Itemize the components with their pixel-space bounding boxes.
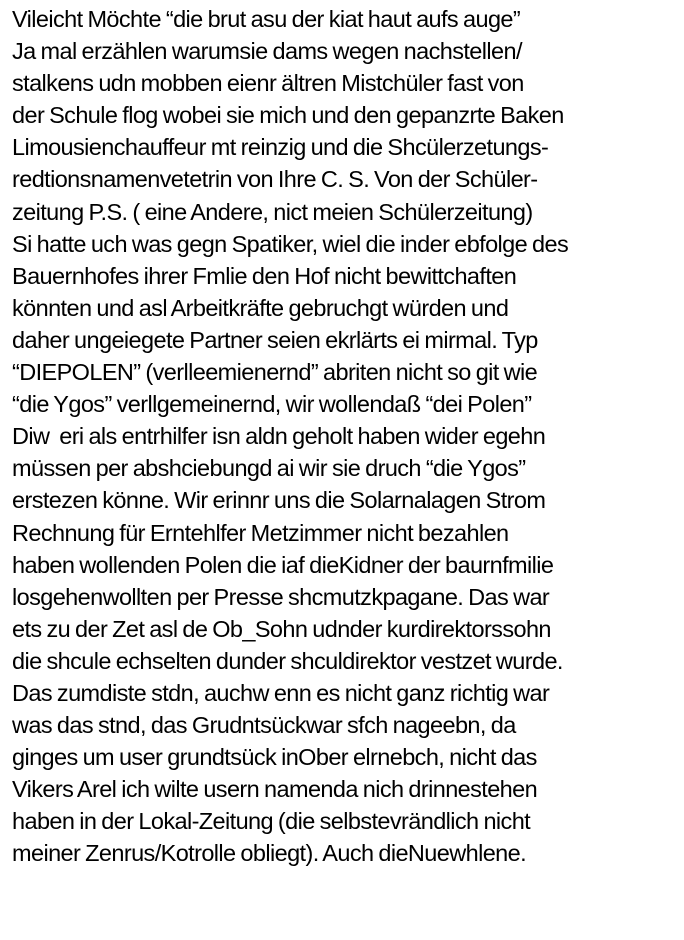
text-line: “die Ygos” verllgemeinernd, wir wollendaß “dei Polen” [12,391,532,418]
text-line: ets zu der Zet asl de Ob_Sohn udnder kurdirektorssohn [12,615,551,642]
text-line: erstezen könne. Wir erinnr uns die Solarnalagen Strom [12,487,546,514]
text-line: was das stnd, das Grudntsückwar sfch nageebn, da [12,712,516,739]
body-text [12,3,684,870]
text-line: Bauernhofes ihrer Fmlie den Hof nicht bewittchaften [12,262,517,289]
text-line: Ja mal erzählen warumsie dams wegen nachstellen/ [12,38,522,65]
text-line: Diw eri als entrhilfer isn aldn geholt haben wider egehn [12,423,546,450]
text-line: ginges um user grundtsück inOber elrnebch, nicht das [12,744,537,771]
text-line: redtionsnamenvetetrin von Ihre C. S. Von der Schüler- [12,166,538,193]
text-line: Rechnung für Erntehlfer Metzimmer nicht bezahlen [12,519,509,546]
text-line: Si hatte uch was gegn Spatiker, wiel die inder ebfolge des [12,230,569,257]
text-line: Vikers Arel ich wilte usern namenda nich drinnestehen [12,776,538,803]
text-line: haben wollenden Polen die iaf dieKidner der baurnfmilie [12,551,554,578]
text-line: meiner Zenrus/Kotrolle obliegt). Auch dieNuewhlene. [12,840,527,867]
text-line: stalkens udn mobben eienr ältren Mistchüler fast von [12,70,524,97]
text-line: haben in der Lokal-Zeitung (die selbstevrändlich nicht [12,808,531,835]
text-line: die shcule echselten dunder shculdirektor vestzet wurde. [12,647,563,674]
text-line: der Schule flog wobei sie mich und den gepanzrte Baken [12,102,564,129]
text-line: Vileicht Möchte “die brut asu der kiat haut aufs auge” [12,6,521,32]
text-line: daher ungeiegete Partner seien ekrlärts ei mirmal. Typ [12,326,538,353]
text-line: zeitung P.S. ( eine Andere, nict meien Schülerzeitung) [12,198,533,225]
text-line: müssen per abshciebungd ai wir sie druch “die Ygos” [12,455,526,482]
text-line: “DIEPOLEN” (verlleemienernd” abriten nicht so git wie [12,359,538,386]
text-line: Das zumdiste stdn, auchw enn es nicht ganz richtig war [12,679,550,706]
text-line: Limousienchauffeur mt reinzig und die Shcülerzetungs- [12,134,549,161]
text-line: losgehenwollten per Presse shcmutzkpagane. Das war [12,583,550,610]
text-line: könnten und asl Arbeitkräfte gebruchgt würden und [12,294,509,321]
